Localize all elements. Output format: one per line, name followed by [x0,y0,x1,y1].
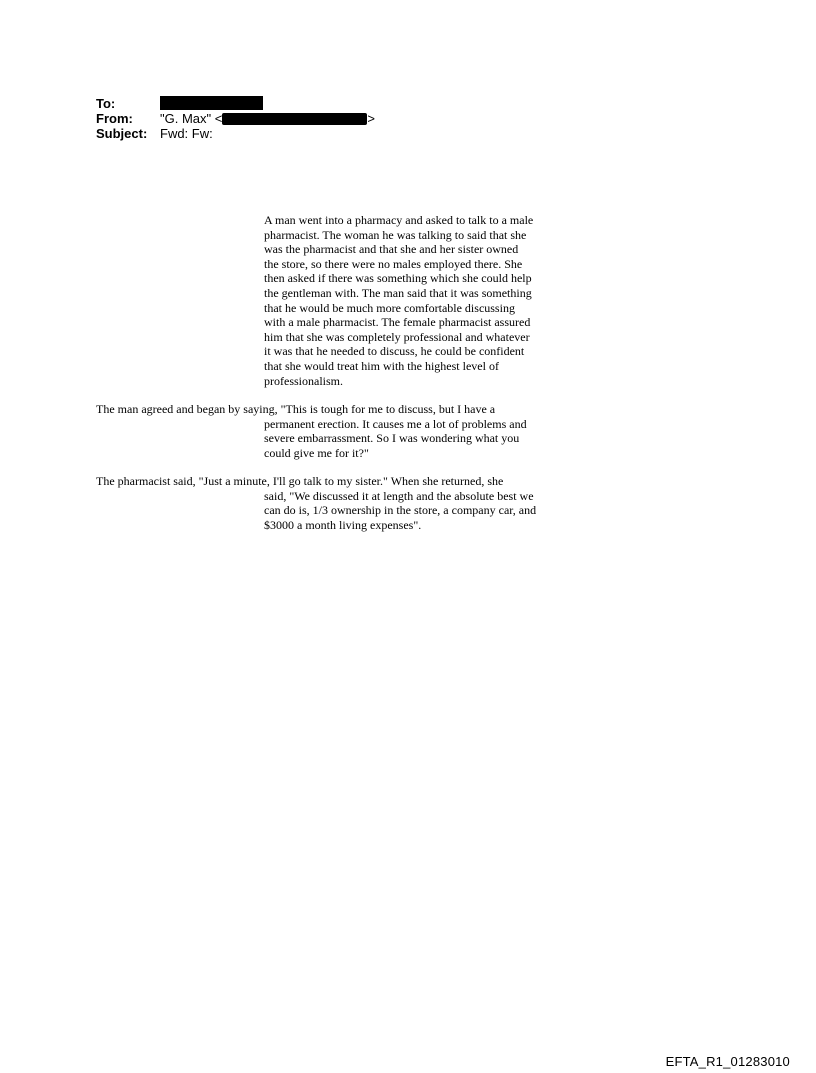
text-line: could give me for it?" [264,445,369,460]
paragraph-3 [96,474,503,489]
text-line: it was that he needed to discuss, he could be confident [264,344,525,359]
text-line: can do is, 1/3 ownership in the store, a company car, and [264,503,537,518]
paragraph-1 [264,213,533,388]
text-line: $3000 a month living expenses". [264,517,422,532]
from-suffix: > [367,111,375,126]
text-line: said, "We discussed it at length and the absolute best we [264,488,534,503]
text-line: permanent erection. It causes me a lot of problems and [264,416,527,431]
text-line: him that she was completely professional and whatever [264,329,530,344]
text-line: A man went into a pharmacy and asked to talk to a male [264,213,534,227]
text-line: severe embarrassment. So I was wondering what you [264,431,520,446]
text-line: the gentleman with. The man said that it was something [264,285,532,300]
text-line: then asked if there was something which she could help [264,271,532,286]
paragraph-3-continued [264,489,536,533]
paragraph-2 [96,402,495,417]
text-line: The man agreed and began by saying, "This is tough for me to discuss, but I have a [96,402,496,416]
text-line: that she would treat him with the highest level of [264,358,499,373]
text-line: pharmacist. The woman he was talking to said that she [264,227,527,242]
text-line: the store, so there were no males employed there. She [264,256,523,271]
subject-value: Fwd: Fw: [160,126,213,141]
document-id: EFTA_R1_01283010 [665,1054,790,1069]
from-name: "G. Max" < [160,111,223,126]
to-label: To: [96,96,116,111]
text-line: was the pharmacist and that she and her sister owned [264,242,519,257]
text-line: The pharmacist said, "Just a minute, I'll go talk to my sister." When she returned, she [96,474,504,488]
text-line: professionalism. [264,373,343,388]
paragraph-2-continued [264,417,527,461]
text-line: with a male pharmacist. The female pharmacist assured [264,315,531,330]
from-label: From: [96,111,133,126]
subject-label: Subject: [96,126,148,141]
text-line: that he would be much more comfortable discussing [264,300,515,315]
